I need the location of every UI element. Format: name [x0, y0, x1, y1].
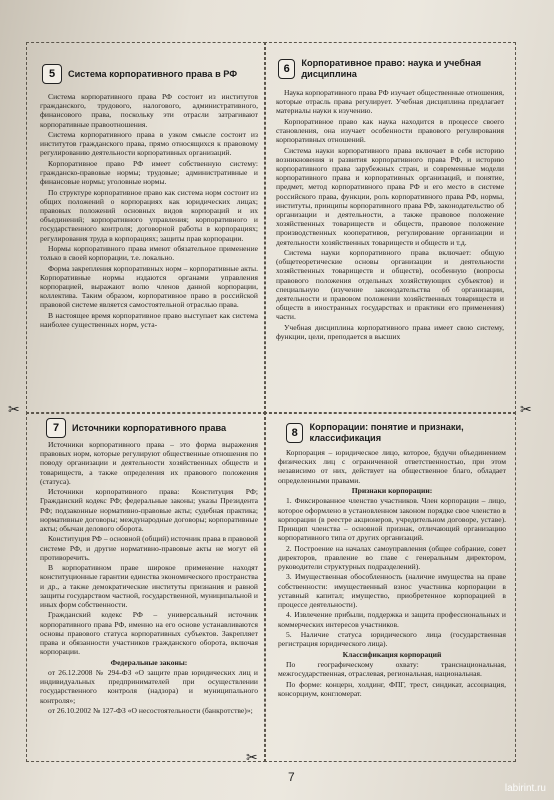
section-6-number: 6: [278, 59, 295, 79]
section-6-paragraph: Система науки корпоративного права включает в себя историю возникновения и развития корпоративного права РФ, и историю корпоративного права зарубежных стран, и современные модели корпоративного права и корпоративных организаций, и понятие, предмет, метод корпоративного права РФ и его место в системе российского права, функции, роль корпоративного права РФ, нормы, институты, принципы корпоративного права РФ, законодательство об организации и деятельности, а также правовое положение хозяйственных товариществ и обществ, правовое положение производственных кооперативов, регулирование организации и деятельности хозяйственных товариществ и обществ и т.д.: [276, 145, 504, 247]
section-8-paragraph: 3. Имущественная обособленность (наличие имущества на праве собственности: имущественный взнос участника корпорации в уставный капитал; имущество, приобретенное корпорацией в процессе деятельности).: [278, 572, 506, 609]
section-7-paragraph: В корпоративном праве широкое применение находят конституционные гарантии единства экономического пространства и др., а также демократические институты признания и равной защиты государством частной, государственной, муниципальной и иных форм собственности.: [40, 563, 258, 610]
section-7-body: [40, 440, 258, 716]
page-number: 7: [288, 770, 295, 784]
section-6-body: [276, 88, 504, 342]
section-7-paragraph: Гражданский кодекс РФ – универсальный источник корпоративного права РФ, именно на его основе устанавливаются основы правового статуса корпоративных субъектов. Закрепляет права и обязанности участников гражданского оборота, включая корпорации.: [40, 610, 258, 657]
scissors-icon: ✂: [520, 402, 532, 418]
section-8-subheading: Классификация корпораций: [342, 649, 442, 659]
section-8-paragraph: 4. Извлечение прибыли, поддержка и защита профессиональных и коммерческих интересов участников.: [278, 610, 506, 629]
section-8-paragraph: 2. Построение на началах самоуправления (общее собрание, совет директоров, правление во главе с генеральным директором, руководители структурных подразделений).: [278, 543, 506, 571]
section-8-subheading: Признаки корпорации:: [351, 486, 433, 495]
section-5-paragraph: Система корпоративного права РФ состоит из институтов гражданского, трудового, налогового, административного, финансового права, поскольку эти отрасли затрагивают корпоративные правоотношения.: [40, 92, 258, 129]
section-8-number: 8: [286, 423, 303, 443]
section-5-paragraph: В настоящее время корпоративное право выступает как система наиболее существенных норм, уста-: [40, 310, 258, 329]
section-6-paragraph: Корпоративное право как наука находится в процессе своего становления, она изучает особенности правового регулирования корпоративных отношений.: [276, 116, 504, 145]
section-6-paragraph: Наука корпоративного права РФ изучает общественные отношения, которые отрасль права регулирует. Учебная дисциплина предлагает материалы науки к изучению.: [276, 88, 504, 116]
section-8-paragraph: По форме: концерн, холдинг, ФПГ, трест, синдикат, ассоциация, консорциум, конгломерат.: [278, 679, 506, 698]
section-5-paragraph: Система корпоративного права в узком смысле состоит из институтов гражданского права, прямо относящихся к правовому регулированию деятельности корпоративных организаций.: [40, 130, 258, 158]
section-8-paragraph: 5. Наличие статуса юридического лица (государственная регистрация юридического лица).: [278, 629, 506, 649]
watermark: labirint.ru: [504, 783, 546, 794]
section-5-paragraph: По структуре корпоративное право как система норм состоит из общих положений о корпорациях как юридических лицах; правовых положений основных видов корпораций и их объединений; корпоративного управления; корпоративного и государственного контроля; договорной работы в корпорациях; регулирования труда в корпорациях; защиты прав корпорации.: [40, 187, 258, 243]
section-6-paragraph: Система науки корпоративного права включает: общую (общетеоретические основы организации и деятельности хозяйственных товариществ и обществ), особенную (вопросы правового положения отдельных хозяйствующих субъектов) и специальную (изучение законодательства об организации, деятельности и правовом положении хозяйственных товариществ и обществ в иностранных государствах и практики его применения) части.: [276, 248, 504, 322]
section-7-number: 7: [46, 418, 66, 438]
section-8-header: [286, 422, 506, 443]
section-5-number: 5: [42, 64, 62, 84]
section-8-paragraph: 1. Фиксированное членство участников. Член корпорации – лицо, которое оформлено в установленном законом порядке свое членство в корпорации (в реестре акционеров, учредительном договоре, уставе). Принцип членства – основной признак, отличающий организацию корпоративного типа от других организаций.: [278, 496, 506, 543]
section-5-title: Система корпоративного права в РФ: [68, 68, 238, 79]
section-7-paragraph: Источники корпоративного права: Конституция РФ; Гражданский кодекс РФ; федеральные законы; указы Президента РФ; подзаконные нормативно-правовые акты; судебная практика; нормативные договоры; международные договоры; корпоративные акты; обычаи делового оборота.: [40, 487, 258, 534]
section-7-paragraph: Источники корпоративного права – это форма выражения правовых норм, которые регулируют общественные отношения по поводу организации и деятельности хозяйственных обществ и товариществ, а также определения их правового положения (статуса).: [40, 440, 258, 486]
section-5-body: [40, 92, 258, 330]
section-8-body: [278, 448, 506, 699]
section-8-paragraph: Корпорация – юридическое лицо, которое, будучи объединением физических лиц с ограниченной ответственностью, при этом независимо от них, действует на общественное благо, обладает определенными правами.: [278, 448, 506, 485]
section-5-paragraph: Корпоративное право РФ имеет собственную систему: гражданско-правовые нормы; трудовые; административные и финансовые нормы; уголовные нормы.: [40, 158, 258, 187]
section-6-title: Корпоративное право: наука и учебная дисциплина: [301, 58, 482, 79]
scissors-icon: ✂: [8, 402, 20, 418]
section-7-title: Источники корпоративного права: [72, 422, 227, 433]
section-8-title: Корпорации: понятие и признаки, классификация: [309, 422, 464, 443]
section-7-paragraph: от 26.10.2002 № 127-ФЗ «О несостоятельности (банкротстве)»;: [48, 706, 253, 715]
section-5-paragraph: Нормы корпоративного права имеют обязательное применение только в своей корпорации, т.е. локально.: [40, 244, 258, 263]
section-5-paragraph: Форма закрепления корпоративных норм – корпоративные акты. Корпоративные нормы издаются органами управления корпорацией, выражают волю членов данной корпорации, коллектива. Таким образом, корпоративное право в российской правовой системе является самостоятельной отраслью права.: [40, 263, 258, 310]
section-6-header: [278, 58, 504, 79]
section-8-paragraph: По географическому охвату: транснациональная, межгосударственная, отраслевая, региональная, национальная.: [278, 659, 506, 679]
section-7-paragraph: Конституция РФ – основной (общий) источник права в правовой системе РФ, и другие нормативно-правовые акты не могут ей противоречить.: [40, 534, 258, 562]
section-5-header: [42, 64, 258, 84]
scissors-icon: ✂: [246, 750, 258, 766]
section-6-paragraph: Учебная дисциплина корпоративного права имеет свою систему, функции, цели, преподается в высших: [276, 322, 504, 342]
section-7-paragraph: от 26.12.2008 № 294-ФЗ «О защите прав юридических лиц и индивидуальных предпринимателей при осуществлении государственного контроля (надзора) и муниципального контроля»;: [40, 668, 258, 705]
section-7-header: [46, 418, 260, 438]
section-7-subheading: Федеральные законы:: [110, 657, 188, 667]
